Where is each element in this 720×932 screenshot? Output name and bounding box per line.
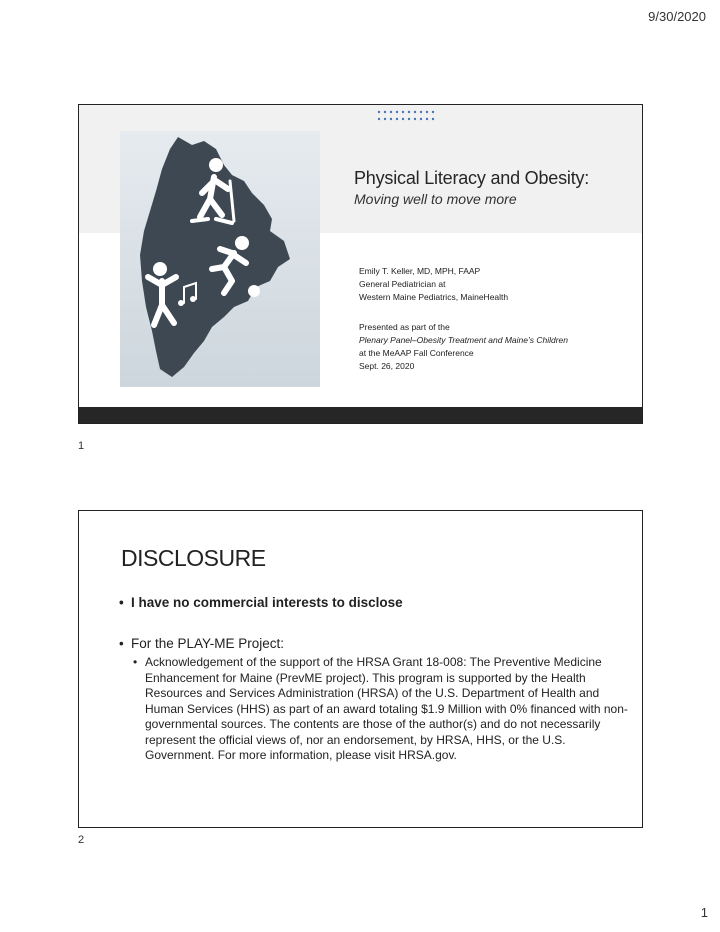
presented-line: at the MeAAP Fall Conference (359, 348, 474, 358)
list-item (119, 595, 629, 610)
slide-title: Physical Literacy and Obesity: (354, 168, 590, 188)
author-line: General Pediatrician at (359, 279, 446, 289)
header-date: 9/30/2020 (648, 9, 706, 24)
slide-number: 1 (78, 440, 85, 452)
author-line: Emily T. Keller, MD, MPH, FAAP (359, 266, 481, 276)
presented-line: Sept. 26, 2020 (359, 361, 415, 371)
maine-map-illustration (120, 131, 320, 387)
sub-list-item (133, 655, 629, 764)
page-number: 1 (700, 905, 708, 920)
slide-1 (78, 104, 643, 424)
presented-line: Presented as part of the (359, 322, 450, 332)
bullet-text: For the PLAY-ME Project: (131, 636, 285, 651)
acknowledgement-text: Acknowledgement of the support of the HRSA Grant 18-008: The Preventive Medicine Enhancement for Maine (PrevME project). This program is supported by the Health Resources and Services Administration (HRSA) of the U.S. Department of Health and Human Services (HHS) as part of an award totaling $1.9 Million with 0% financed with non-governmental sources. The contents are those of the author(s) and do not necessarily represent the official views of, nor an endorsement, by HRSA, HHS, or the U.S. Government. For more information, please visit HRSA.gov. (145, 655, 628, 762)
author-line: Western Maine Pediatrics, MaineHealth (359, 292, 509, 302)
bullet-icon: • (119, 595, 124, 610)
bullet-list (119, 595, 629, 764)
bullet-icon: • (119, 636, 124, 651)
footer-band (79, 407, 642, 423)
presentation-info (359, 321, 568, 373)
presented-line: Plenary Panel–Obesity Treatment and Maine’s Children (359, 335, 568, 345)
bullet-text: I have no commercial interests to disclose (131, 595, 403, 610)
accent-dots-icon (377, 109, 437, 123)
list-item (119, 636, 629, 651)
slide-subtitle: Moving well to move more (354, 191, 517, 207)
bullet-icon: • (133, 655, 138, 669)
author-info (359, 265, 508, 304)
slide-number: 2 (78, 834, 85, 846)
slide-title: DISCLOSURE (121, 545, 266, 571)
ball-icon (248, 285, 260, 297)
slide-2 (78, 510, 643, 828)
